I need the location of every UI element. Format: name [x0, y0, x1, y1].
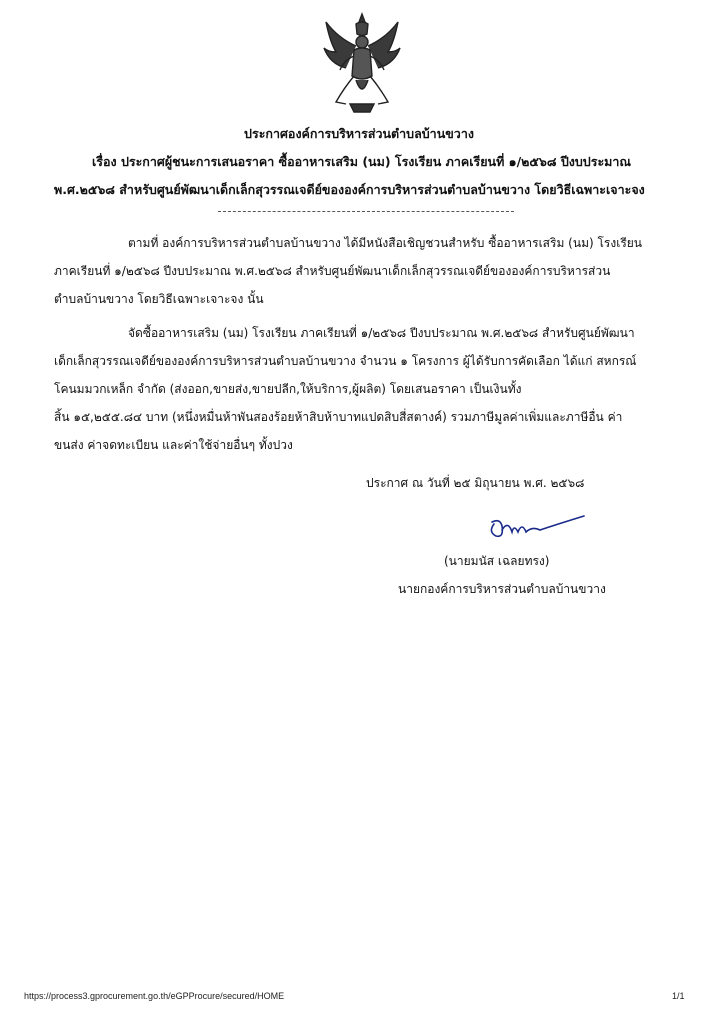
subject-line-2: พ.ศ.๒๕๖๘ สำหรับศูนย์พัฒนาเด็กเล็กสุวรรณเจดีย์ขององค์การบริหารส่วนตำบลบ้านขวาง โดยวิธีเฉพาะเจาะจง — [54, 182, 645, 197]
paragraph-2-line: ขนส่ง ค่าจดทะเบียน และค่าใช้จ่ายอื่นๆ ทั้งปวง — [54, 438, 293, 452]
garuda-emblem-icon — [320, 12, 404, 116]
footer-url: https://process3.gprocurement.go.th/eGPProcure/secured/HOME — [24, 991, 285, 1001]
paragraph-2-line: จัดซื้ออาหารเสริม (นม) โรงเรียน ภาคเรียนที่ ๑/๒๕๖๘ ปีงบประมาณ พ.ศ.๒๕๖๘ สำหรับศูนย์พัฒนา — [128, 326, 635, 340]
paragraph-2-line: เด็กเล็กสุวรรณเจดีย์ขององค์การบริหารส่วนตำบลบ้านขวาง จำนวน ๑ โครงการ ผู้ได้รับการคัดเลือก ได้แก่ สหกรณ์ — [54, 354, 637, 368]
subject-line-1: เรื่อง ประกาศผู้ชนะการเสนอราคา ซื้ออาหารเสริม (นม) โรงเรียน ภาคเรียนที่ ๑/๒๕๖๘ ปีงบประมาณ — [92, 154, 632, 169]
page-number: 1/1 — [672, 991, 685, 1001]
paragraph-2-line: โคนมมวกเหล็ก จำกัด (ส่งออก,ขายส่ง,ขายปลีก,ให้บริการ,ผู้ผลิต) โดยเสนอราคา เป็นเงินทั้ง — [54, 382, 522, 396]
paragraph-1-line: ตำบลบ้านขวาง โดยวิธีเฉพาะเจาะจง นั้น — [54, 292, 264, 306]
signer-position: นายกองค์การบริหารส่วนตำบลบ้านขวาง — [398, 582, 606, 596]
paragraph-1-line: ตามที่ องค์การบริหารส่วนตำบลบ้านขวาง ได้มีหนังสือเชิญชวนสำหรับ ซื้ออาหารเสริม (นม) โรงเรียน — [128, 236, 643, 250]
paragraph-1-line: ภาคเรียนที่ ๑/๒๕๖๘ ปีงบประมาณ พ.ศ.๒๕๖๘ สำหรับศูนย์พัฒนาเด็กเล็กสุวรรณเจดีย์ขององค์การบริหารส่วน — [54, 264, 611, 278]
announce-date: ประกาศ ณ วันที่ ๒๕ มิถุนายน พ.ศ. ๒๕๖๘ — [366, 476, 585, 490]
handwritten-signature — [484, 510, 588, 546]
separator-rule — [218, 211, 514, 212]
signer-name: (นายมนัส เฉลยทรง) — [444, 554, 550, 568]
document-title: ประกาศองค์การบริหารส่วนตำบลบ้านขวาง — [244, 126, 474, 141]
paragraph-2-line: สิ้น ๑๕,๒๕๕.๘๔ บาท (หนึ่งหมื่นห้าพันสองร้อยห้าสิบห้าบาทแปดสิบสี่สตางค์) รวมภาษีมูลค่าเพิ่มและภาษีอื่น ค่า — [54, 410, 623, 424]
